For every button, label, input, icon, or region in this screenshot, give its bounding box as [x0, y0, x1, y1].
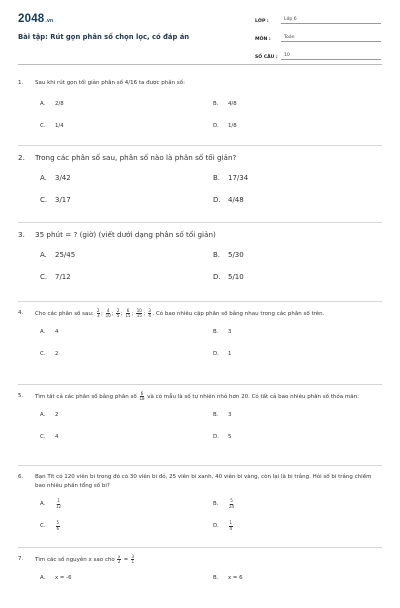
option-d[interactable]: D. 1 [213, 351, 232, 358]
option-b[interactable]: B. 3 [213, 329, 232, 336]
header-divider [18, 64, 382, 65]
question-1: 1. Sau khi rút gọn tối giản phân số 4/16 ta được phân số: A. 2/8 B. 4/8 C. 1/4 D. 1/8 [0, 72, 400, 145]
fraction: $\frac{x}{2}$ [117, 554, 121, 565]
option-c[interactable]: C. 3/17 [40, 196, 71, 204]
option-a[interactable]: A. 25/45 [40, 251, 76, 259]
page-header [0, 0, 400, 58]
question-text: 35 phút = ? (giờ) (viết dưới dạng phân số tối giản) [35, 230, 216, 239]
meta-class: LỚP : Lớp 6 [255, 14, 381, 24]
question-7: 7. Tìm các số nguyên x sao cho $\frac{x}{2}$ = $\frac{3}{1}$ A. x = -6 B. x = 6 [0, 548, 400, 608]
option-b[interactable]: B. 17/34 [213, 174, 249, 182]
question-text: Tìm tất cả các phân số bằng phân số $\frac{6}{18}$ và có mẫu là số tự nhiên nhỏ hơn 20. Có tất cả bao nhiêu phân số thỏa mãn: [35, 391, 359, 402]
fraction: $\frac{4}{10}$ [105, 308, 111, 319]
option-d[interactable]: D. $\frac{1}{4}$ [213, 520, 233, 531]
option-d[interactable]: D. 4/48 [213, 196, 244, 204]
fraction: $\frac{2}{3}$ [97, 308, 100, 319]
option-d[interactable]: D. 5 [213, 434, 232, 441]
option-d[interactable]: D. 1/8 [213, 123, 237, 129]
option-b[interactable]: B. x = 6 [213, 575, 243, 582]
fraction: $\frac{6}{18}$ [139, 391, 145, 402]
question-5: 5. Tìm tất cả các phân số bằng phân số $\frac{6}{18}$ và có mẫu là số tự nhiên nhỏ hơn 20. Có tất cả bao nhiêu phân số thỏa mãn: A. 2 B. 3 C. 4 D. 5 [0, 385, 400, 465]
question-4: 4. Cho các phân số sau: $\frac{2}{3}$ ; $\frac{4}{10}$ ; $\frac{2}{5}$ ; $\frac{6}{15}$ ; $\frac{10}{15}$ ; $\frac{3}{4}$ . Có bao nhiêu cặp phân số bằng nhau trong các phân số trên. A. 4 B. 3 C. 2 D. 1 [0, 302, 400, 384]
question-text: Cho các phân số sau: $\frac{2}{3}$ ; $\frac{4}{10}$ ; $\frac{2}{5}$ ; $\frac{6}{15}$ ; $\frac{10}{15}$ ; $\frac{3}{4}$ . Có bao nhiêu cặp phân số bằng nhau trong các phân số trên. [35, 308, 325, 319]
site-logo[interactable]: 2048.vn [18, 13, 54, 25]
option-a[interactable]: A. x = -6 [40, 575, 72, 582]
fraction: $\frac{3}{4}$ [148, 308, 151, 319]
option-a[interactable]: A. 2 [40, 412, 59, 419]
option-b[interactable]: B. $\frac{5}{24}$ [213, 498, 235, 509]
fraction: $\frac{3}{1}$ [131, 554, 134, 565]
question-list [0, 72, 400, 608]
question-6: 6. Bạn Tít có 120 viên bi trong đó có 30 viên bi đỏ, 25 viên bi xanh, 40 viên bi vàng, còn lại là bi trắng. Hỏi số bi trắng chiếm bao nhiêu phần tổng số bi? A. $\frac{1}{12}$ B. $\frac{5}{24}$ C. $\frac{5}{6}$ D. $\frac{1}{4}$ [0, 466, 400, 547]
option-a[interactable]: A. $\frac{1}{12}$ [40, 498, 62, 509]
fraction: $\frac{10}{15}$ [136, 308, 142, 319]
meta-subject: MÔN : Toán [255, 32, 381, 42]
question-text: Sau khi rút gọn tối giản phân số 4/16 ta được phân số: [35, 80, 185, 86]
fraction: $\frac{6}{15}$ [125, 308, 131, 319]
option-c[interactable]: C. 2 [40, 351, 59, 358]
option-c[interactable]: C. 7/12 [40, 273, 71, 281]
question-2: 2. Trong các phân số sau, phân số nào là phân số tối giản? A. 3/42 B. 17/34 C. 3/17 D. 4/48 [0, 146, 400, 222]
question-text: Trong các phân số sau, phân số nào là phân số tối giản? [35, 153, 237, 162]
option-d[interactable]: D. 5/10 [213, 273, 244, 281]
fraction: $\frac{2}{5}$ [116, 308, 120, 319]
option-c[interactable]: C. 4 [40, 434, 59, 441]
option-a[interactable]: A. 3/42 [40, 174, 71, 182]
question-3: 3. 35 phút = ? (giờ) (viết dưới dạng phân số tối giản) A. 25/45 B. 5/30 C. 7/12 D. 5/10 [0, 223, 400, 301]
question-text: Bạn Tít có 120 viên bi trong đó có 30 viên bi đỏ, 25 viên bi xanh, 40 viên bi vàng, còn lại là bi trắng. Hỏi số bi trắng chiếm bao nhiêu phần tổng số bi? [35, 474, 372, 489]
option-b[interactable]: B. 4/8 [213, 101, 237, 107]
option-c[interactable]: C. 1/4 [40, 123, 64, 129]
option-a[interactable]: A. 2/8 [40, 101, 64, 107]
option-b[interactable]: B. 5/30 [213, 251, 244, 259]
meta-info [255, 14, 381, 68]
meta-count: SỐ CÂU : 10 [255, 50, 381, 60]
option-b[interactable]: B. 3 [213, 412, 232, 419]
option-c[interactable]: C. $\frac{5}{6}$ [40, 520, 60, 531]
worksheet-title: Bài tập: Rút gọn phân số chọn lọc, có đáp án [18, 33, 190, 41]
question-text: Tìm các số nguyên x sao cho $\frac{x}{2}$ = $\frac{3}{1}$ [35, 554, 134, 565]
option-a[interactable]: A. 4 [40, 329, 59, 336]
